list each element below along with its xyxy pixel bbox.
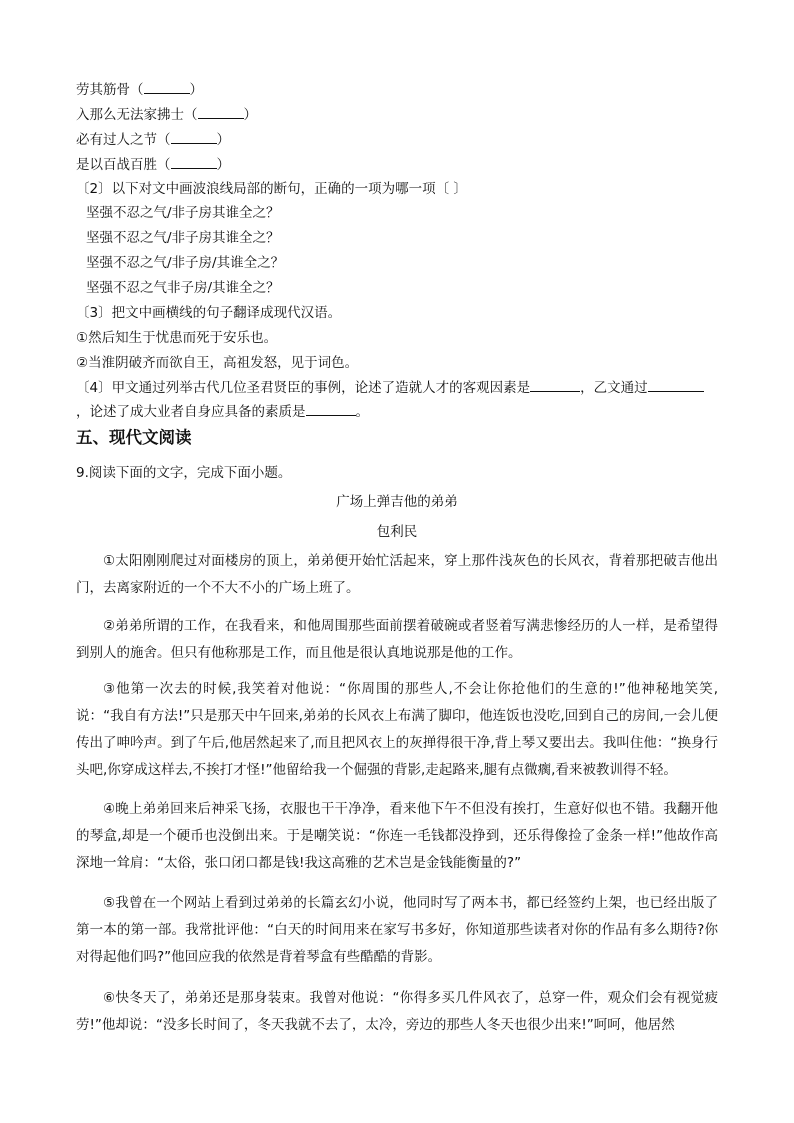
section-heading: 五、现代文阅读 (76, 428, 192, 447)
q3-prompt: 〔3〕把文中画横线的句子翻译成现代汉语。 (76, 305, 342, 321)
vocab-item (76, 78, 203, 102)
vocab-item-text: 必有过人之节（ (76, 132, 171, 148)
q3-item: ②当淮阴破齐而欲自王，高祖发怒，见于词色。 (76, 355, 359, 371)
vocab-item-text: 劳其筋骨（ (76, 82, 144, 98)
article-paragraph: ⑤我曾在一个网站上看到过弟弟的长篇玄幻小说，他同时写了两本书，都已经签约上架，也已经出版了第一本的第一部。我常批评他：“白天的时间用来在家写书多好，你知道那些读者对你的作品有多么期待?你对得起他们吗?”他回应我的依然是背着琴盒有些酷酷的背影。 (76, 895, 718, 965)
article-paragraph: ①太阳刚刚爬过对面楼房的顶上，弟弟便开始忙活起来，穿上那件浅灰色的长风衣，背着那把破吉他出门，去离家附近的一个不大不小的广场上班了。 (76, 553, 718, 596)
q4-line1 (76, 376, 704, 400)
answer-blank[interactable] (144, 78, 190, 94)
answer-blank[interactable] (648, 376, 704, 392)
vocab-item-close: ） (189, 82, 203, 98)
q2-option[interactable]: 坚强不忍之气/非子房其谁全之？ (86, 205, 280, 221)
answer-blank[interactable] (171, 153, 217, 169)
q2-prompt: 〔2〕以下对文中画波浪线局部的断句，正确的一项为哪一项〔 〕 (76, 181, 467, 197)
answer-blank[interactable] (306, 400, 356, 416)
vocab-item-close: ） (243, 107, 257, 123)
article-title: 广场上弹吉他的弟弟 (336, 494, 458, 510)
q4-part4: 。 (355, 404, 369, 420)
vocab-item-text: 入那么无法家拂士（ (76, 107, 198, 123)
q4-line2 (76, 400, 369, 424)
q4-part2: ，乙文通过 (580, 380, 648, 396)
q4-part1: 〔4〕甲文通过列举古代几位圣君贤臣的事例，论述了造就人才的客观因素是 (76, 380, 531, 396)
answer-blank[interactable] (530, 376, 580, 392)
article-paragraph: ④晚上弟弟回来后神采飞扬，衣服也干干净净，看来他下午不但没有挨打，生意好似也不错。我翻开他的琴盒,却是一个硬币也没倒出来。于是嘲笑说：“你连一毛钱都没挣到，还乐得像捡了金条一样!”他故作高深地一耸肩：“太俗，张口闭口都是钱!我这高雅的艺术岂是金钱能衡量的?” (76, 801, 718, 871)
answer-blank[interactable] (171, 128, 217, 144)
q3-item: ①然后知生于忧患而死于安乐也。 (76, 330, 278, 346)
answer-blank[interactable] (198, 103, 244, 119)
q2-option[interactable]: 坚强不忍之气/非子房/其谁全之？ (86, 255, 285, 271)
q4-part3: ，论述了成大业者自身应具备的素质是 (76, 404, 306, 420)
vocab-item (76, 153, 230, 177)
article-paragraph: ⑥快冬天了，弟弟还是那身装束。我曾对他说：“你得多买几件风衣了，总穿一件，观众们会有视觉疲劳!”他却说：“没多长时间了，冬天我就不去了，太冷，旁边的那些人冬天也很少出来!”呵呵，他居然 (76, 990, 718, 1033)
article-author: 包利民 (376, 524, 418, 540)
vocab-item-close: ） (216, 132, 230, 148)
q9-intro: 9.阅读下面的文字，完成下面小题。 (76, 465, 292, 481)
q2-option[interactable]: 坚强不忍之气非子房/其谁全之？ (86, 280, 280, 296)
article-paragraph: ②弟弟所谓的工作，在我看来，和他周围那些面前摆着破碗或者竖着写满悲惨经历的人一样，是希望得到别人的施舍。但只有他称那是工作，而且他是很认真地说那是他的工作。 (76, 618, 718, 661)
vocab-item-text: 是以百战百胜（ (76, 157, 171, 173)
vocab-item (76, 128, 230, 152)
vocab-item-close: ） (216, 157, 230, 173)
q2-option[interactable]: 坚强不忍之气/非子房其谁全之？ (86, 230, 280, 246)
vocab-item (76, 103, 257, 127)
article-paragraph: ③他第一次去的时候,我笑着对他说：“你周围的那些人,不会让你抢他们的生意的!”他神秘地笑笑,说：“我自有方法!”只是那天中午回来,弟弟的长风衣上布满了脚印，他连饭也没吃,回到自己的房间,一会儿便传出了呻吟声。到了午后,他居然起来了,而且把风衣上的灰掸得很干净,背上琴又要出去。我叫住他：“换身行头吧,你穿成这样去,不挨打才怪!”他留给我一个倔强的背影,走起路来,腿有点微瘸,看来被教训得不轻。 (76, 681, 718, 778)
